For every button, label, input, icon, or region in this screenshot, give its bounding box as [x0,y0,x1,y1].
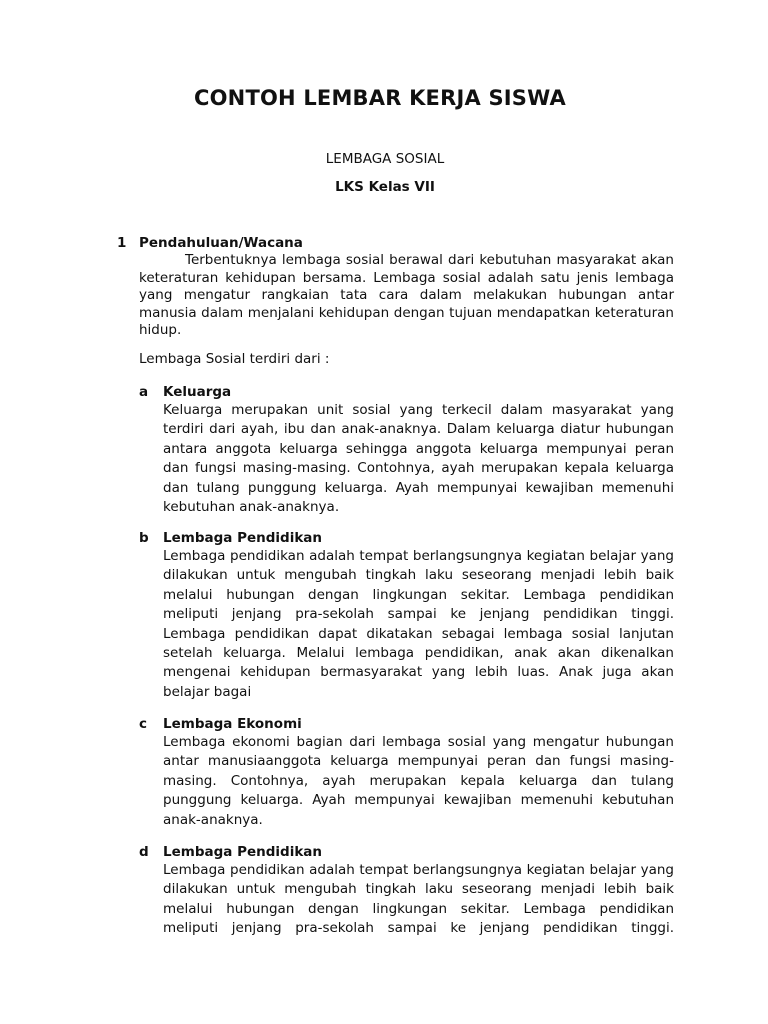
item-body-keluarga: Keluarga merupakan unit sosial yang terkecil dalam masyarakat yang terdiri dari ayah, ibu dan anak-anaknya. Dalam keluarga diatur hubungan antara anggota keluarga sehingga anggota keluarga mempunyai peran dan fungsi masing-masing. Contohnya, ayah merupakan kepala keluarga dan tulang punggung keluarga. Ayah mempunyai kewajiban memenuhi kebutuhan anak-anaknya. [163,402,674,516]
page-title: CONTOH LEMBAR KERJA SISWA [194,86,566,110]
item-letter-a: a [139,384,149,400]
subtitle-topic: LEMBAGA SOSIAL [325,151,445,167]
subtitle-class: LKS Kelas VII [335,179,435,195]
item-letter-b: b [139,530,149,546]
section-number: 1 [117,235,127,251]
item-body-lembaga-ekonomi: Lembaga ekonomi bagian dari lembaga sosial yang mengatur hubungan antar manusiaanggota keluarga mempunyai peran dan fungsi masing-masing. Contohnya, ayah merupakan kepala keluarga dan tulang punggung keluarga. Ayah mempunyai kewajiban memenuhi kebutuhan anak-anaknya. [163,734,674,828]
item-letter-d: d [139,844,149,860]
section-heading: Pendahuluan/Wacana [139,235,303,251]
item-heading-keluarga: Keluarga [163,384,232,400]
item-body-lembaga-pendidikan: Lembaga pendidikan adalah tempat berlangsungnya kegiatan belajar yang dilakukan untuk mengubah tingkah laku seseorang menjadi lebih baik melalui hubungan dengan lingkungan sekitar. Lembaga pendidikan meliputi jenjang pra-sekolah sampai ke jenjang pendidikan tinggi. Lembaga pendidikan dapat dikatakan sebagai lembaga sosial lanjutan setelah keluarga. Melalui lembaga pendidikan, anak akan dikenalkan mengenai kehidupan bermasyarakat yang lebih luas. Anak juga akan belajar bagai [163,548,674,700]
item-letter-c: c [139,716,148,732]
item-body-lembaga-pendidikan-2: Lembaga pendidikan adalah tempat berlangsungnya kegiatan belajar yang dilakukan untuk mengubah tingkah laku seseorang menjadi lebih baik melalui hubungan dengan lingkungan sekitar. Lembaga pendidikan meliputi jenjang pra-sekolah sampai ke jenjang pendidikan tinggi. [163,862,674,937]
item-heading-lembaga-ekonomi: Lembaga Ekonomi [163,716,302,732]
item-heading-lembaga-pendidikan-2: Lembaga Pendidikan [163,844,323,860]
intro-paragraph: Terbentuknya lembaga sosial berawal dari kebutuhan masyarakat akan keteraturan kehidupan bersama. Lembaga sosial adalah satu jenis lembaga yang mengatur rangkaian tata cara dalam melakukan hubungan antar manusia dalam menjalani kehidupan dengan tujuan mendapatkan keteraturan hidup. [139,252,674,338]
item-heading-lembaga-pendidikan: Lembaga Pendidikan [163,530,323,546]
list-lead-text: Lembaga Sosial terdiri dari : [139,351,330,367]
